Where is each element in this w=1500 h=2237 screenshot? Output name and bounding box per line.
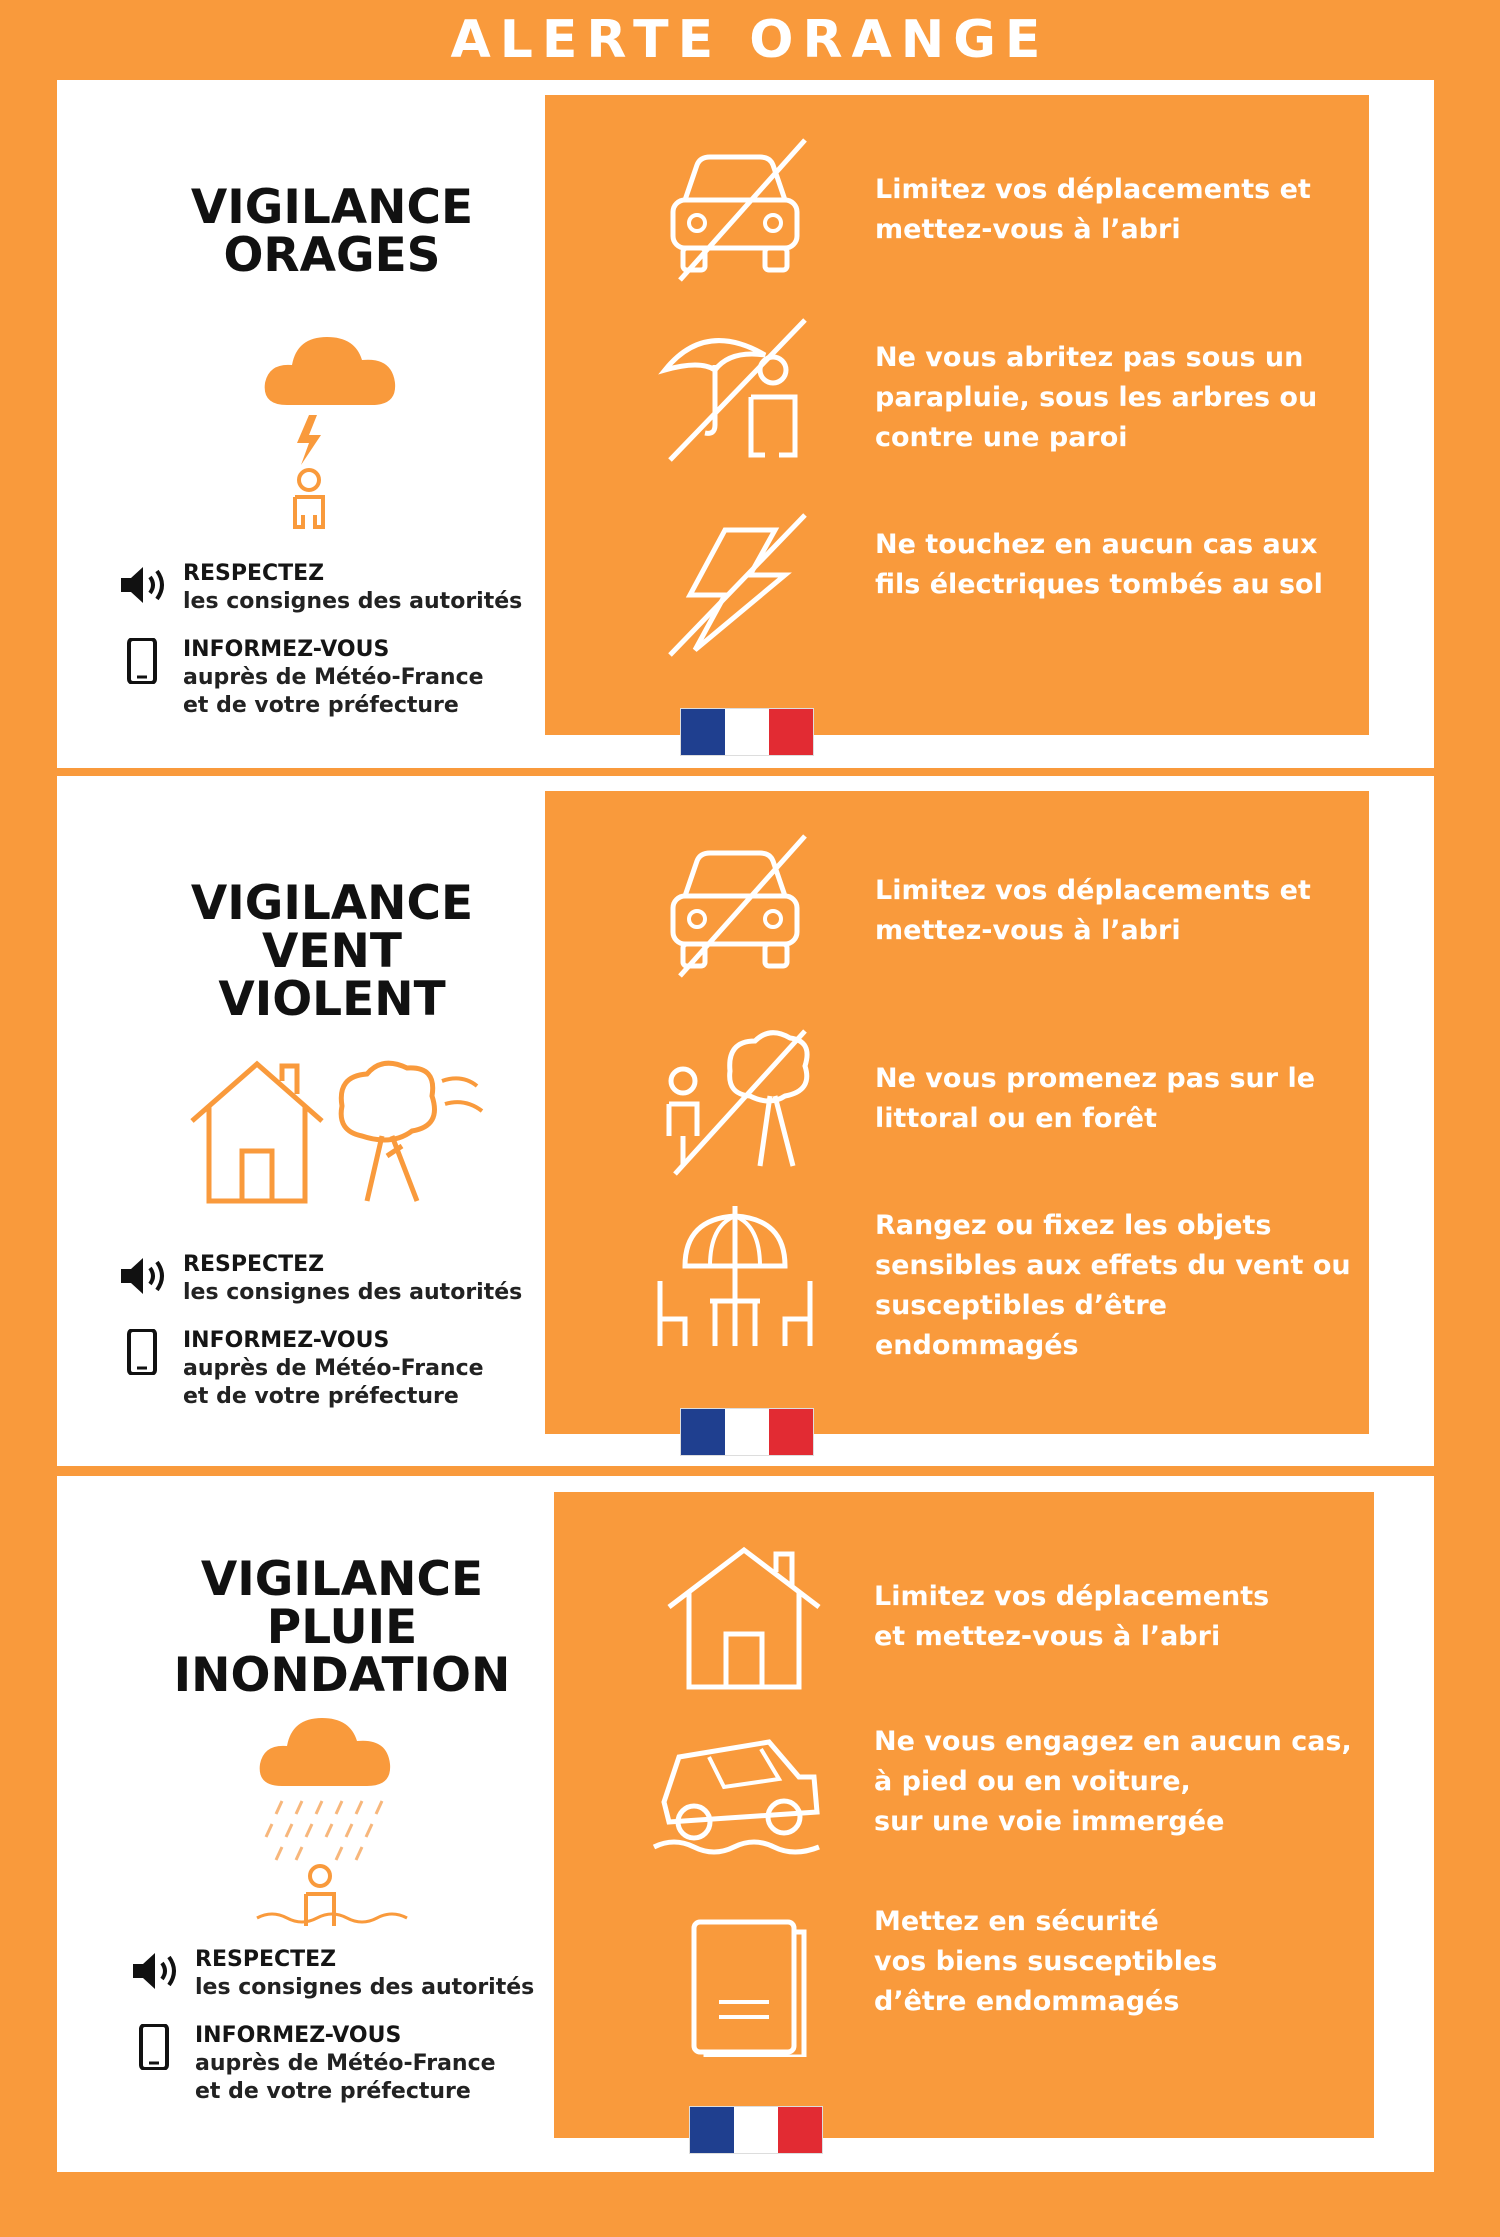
- phone-icon: [129, 2024, 185, 2070]
- panel-vent-violent: [57, 776, 1434, 1466]
- panel-title: VIGILANCE VENT VIOLENT: [190, 876, 474, 1027]
- house-icon: [664, 1542, 824, 1692]
- respectez-row: RESPECTEZ les consignes des autorités: [129, 1946, 569, 2002]
- no-car-icon: [655, 831, 815, 981]
- respectez-row: RESPECTEZ les consignes des autorités: [117, 560, 557, 616]
- panel-pluie-inondation: [57, 1476, 1434, 2172]
- advice-text: Limitez vos déplacements et mettez-vous à l’abri: [875, 875, 1311, 946]
- no-umbrella-tree-icon: [655, 315, 815, 465]
- advice-text: Limitez vos déplacements et mettez-vous à l’abri: [874, 1581, 1270, 1652]
- phone-icon: [117, 1329, 173, 1375]
- contact-info: [129, 1946, 569, 2124]
- contact-info: [117, 560, 557, 738]
- informez-row: INFORMEZ-VOUS auprès de Météo-France et de votre préfecture: [117, 1327, 557, 1411]
- patio-umbrella-icon: [655, 1201, 815, 1351]
- no-walk-forest-icon: [655, 1026, 815, 1176]
- advice-text: Ne vous engagez en aucun cas, à pied ou en voiture, sur une voie immergée: [874, 1726, 1352, 1837]
- speaker-icon: [129, 1948, 185, 1994]
- panel-title: VIGILANCE ORAGES: [190, 180, 474, 283]
- advice-text: Mettez en sécurité vos biens susceptibles d’être endommagés: [874, 1906, 1218, 2017]
- republique-francaise-logo: [680, 708, 814, 756]
- republique-francaise-logo: [680, 1408, 814, 1456]
- respectez-row: RESPECTEZ les consignes des autorités: [117, 1251, 557, 1307]
- no-car-icon: [655, 135, 815, 285]
- advice-text: Ne vous abritez pas sous un parapluie, sous les arbres ou contre une paroi: [875, 342, 1318, 453]
- house-tree-wind-icon: [187, 1056, 487, 1206]
- advice-text: Rangez ou fixez les objets sensibles aux effets du vent ou susceptibles d’être endommagés: [875, 1210, 1351, 1361]
- speaker-icon: [117, 1253, 173, 1299]
- republique-francaise-logo: [689, 2106, 823, 2154]
- advice-box: [545, 791, 1369, 1434]
- phone-icon: [117, 638, 173, 684]
- informez-row: INFORMEZ-VOUS auprès de Météo-France et de votre préfecture: [117, 636, 557, 720]
- car-in-water-icon: [649, 1717, 829, 1867]
- panel-orages: [57, 80, 1434, 768]
- panel-title: VIGILANCE PLUIE INONDATION: [173, 1552, 511, 1703]
- documents-icon: [664, 1907, 824, 2057]
- advice-text: Ne touchez en aucun cas aux fils électriques tombés au sol: [875, 529, 1323, 600]
- storm-cloud-person-icon: [257, 315, 407, 530]
- speaker-icon: [117, 562, 173, 608]
- advice-text: Limitez vos déplacements et mettez-vous à l’abri: [875, 174, 1311, 245]
- informez-row: INFORMEZ-VOUS auprès de Météo-France et de votre préfecture: [129, 2022, 569, 2106]
- advice-box: [554, 1492, 1374, 2138]
- advice-box: [545, 95, 1369, 735]
- rain-cloud-flood-person-icon: [252, 1706, 412, 1936]
- contact-info: [117, 1251, 557, 1429]
- page-title: ALERTE ORANGE: [450, 10, 1050, 70]
- no-electric-bolt-icon: [655, 510, 815, 660]
- advice-text: Ne vous promenez pas sur le littoral ou en forêt: [875, 1063, 1316, 1134]
